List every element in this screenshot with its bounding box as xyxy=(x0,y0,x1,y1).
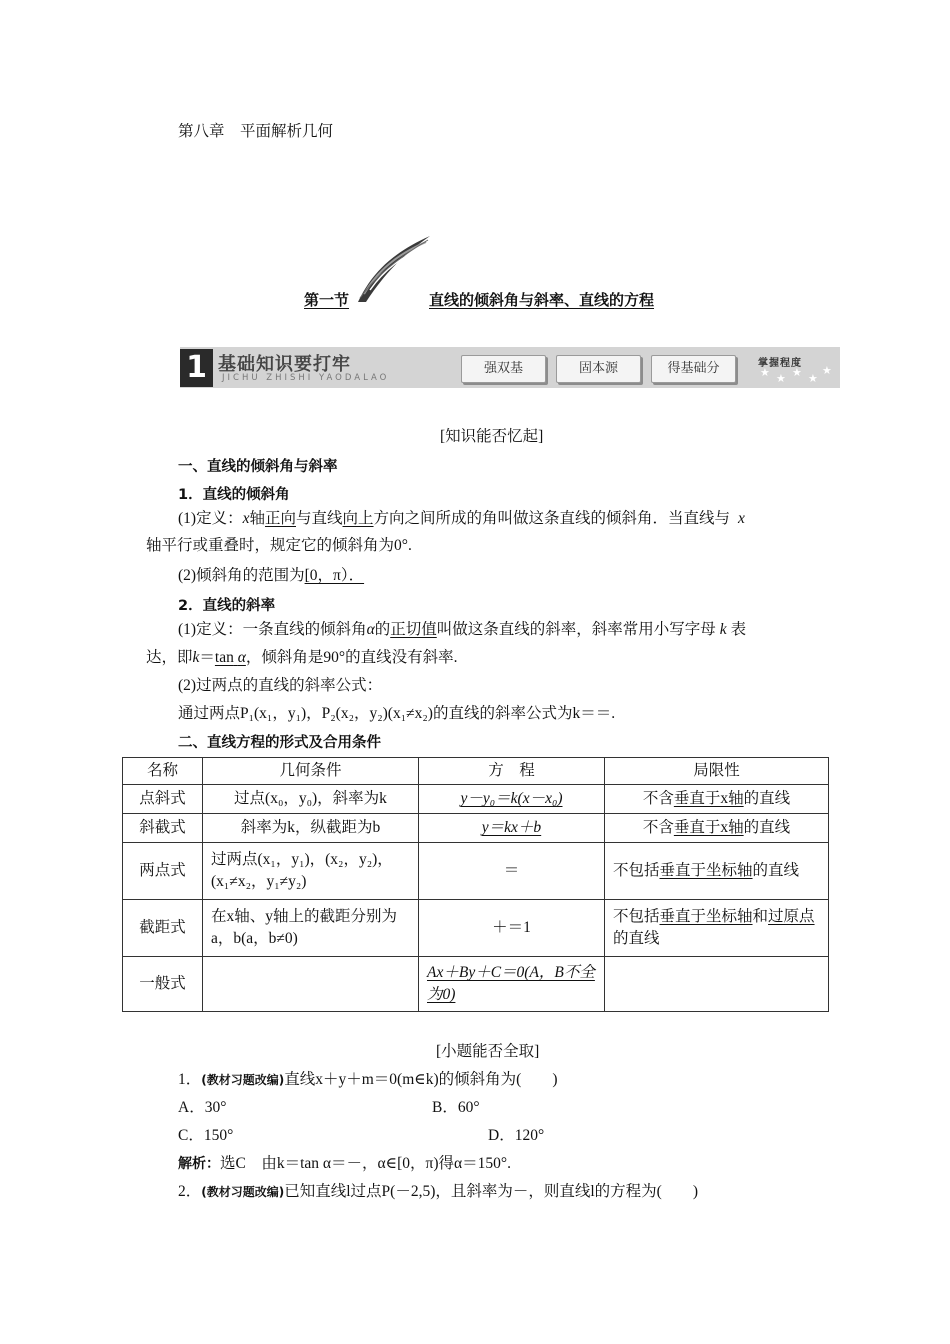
slope-formula: 通过两点P₁(x₁，y₁)，P₂(x₂，y₂)(x₁≠x₂)的直线的斜率公式为k＝＝. xyxy=(178,705,616,722)
option-b: B．60° xyxy=(432,1099,480,1116)
option-a: A．30° xyxy=(178,1099,227,1116)
part2-heading: 二、直线方程的形式及合用条件 xyxy=(178,735,381,751)
form-name: 截距式 xyxy=(123,900,203,957)
question-2: 2．(教材习题改编)已知直线l过点P(－2,5)，且斜率为－，则直线l的方程为( ) xyxy=(178,1183,699,1200)
part1-heading: 一、直线的倾斜角与斜率 xyxy=(178,459,338,475)
column-header: 局限性 xyxy=(605,758,829,785)
answer-1: 解析：选C 由k＝tan α＝－，α∈[0，π)得α＝150°. xyxy=(178,1155,511,1172)
option-d: D．120° xyxy=(488,1127,545,1144)
question-1: 1．(教材习题改编)直线x＋y＋m＝0(m∈k)的倾斜角为( ) xyxy=(178,1071,558,1088)
form-condition xyxy=(203,957,419,1012)
chapter-header: 第八章 平面解析几何 xyxy=(178,123,334,140)
banner-subtitle: JICHU ZHISHI YAODALAO xyxy=(222,373,390,383)
table-row xyxy=(123,814,829,843)
part1-sub2: 2．直线的斜率 xyxy=(178,598,276,614)
swoosh-decoration xyxy=(354,232,432,304)
form-equation: Ax＋By＋C＝0(A，B不全为0) xyxy=(419,957,605,1012)
earn-basic-points-button[interactable]: 得基础分 xyxy=(651,355,736,383)
slope-formula-heading: (2)过两点的直线的斜率公式： xyxy=(178,677,383,694)
column-header: 方 程 xyxy=(419,758,605,785)
form-name: 点斜式 xyxy=(123,785,203,814)
form-limitation: 不包括垂直于坐标轴和过原点的直线 xyxy=(605,900,829,957)
strengthen-basics-button[interactable]: 强双基 xyxy=(461,355,546,383)
form-limitation xyxy=(605,957,829,1012)
slope-definition: (1)定义：一条直线的倾斜角α的正切值叫做这条直线的斜率，斜率常用小写字母 k 表 xyxy=(178,621,747,638)
quiz-heading: [小题能否全取] xyxy=(436,1043,540,1060)
form-name: 斜截式 xyxy=(123,814,203,843)
inclination-definition: (1)定义：x轴正向与直线向上方向之间所成的角叫做这条直线的倾斜角．当直线与 x xyxy=(178,510,745,527)
form-name: 两点式 xyxy=(123,843,203,900)
form-limitation: 不含垂直于x轴的直线 xyxy=(605,814,829,843)
form-condition: 过点(x₀，y₀)，斜率为k xyxy=(203,785,419,814)
star-icon: ★ xyxy=(808,373,818,385)
table-row xyxy=(123,900,829,957)
column-header: 几何条件 xyxy=(203,758,419,785)
column-header: 名称 xyxy=(123,758,203,785)
table-row xyxy=(123,957,829,1012)
star-icon: ★ xyxy=(792,367,802,379)
table-row xyxy=(123,843,829,900)
inclination-range: (2)倾斜角的范围为[0，π）． xyxy=(178,567,365,584)
mastery-label: 掌握程度 xyxy=(758,358,802,369)
form-condition: 过两点(x₁，y₁)，(x₂，y₂)，(x₁≠x₂，y₁≠y₂) xyxy=(203,843,419,900)
form-name: 一般式 xyxy=(123,957,203,1012)
part1-sub1: 1．直线的倾斜角 xyxy=(178,487,290,503)
consolidate-roots-button[interactable]: 固本源 xyxy=(556,355,641,383)
inclination-definition-line2: 轴平行或重叠时，规定它的倾斜角为0°. xyxy=(146,537,412,554)
star-icon: ★ xyxy=(822,365,832,377)
section-title: 直线的倾斜角与斜率、直线的方程 xyxy=(429,291,655,309)
table-row xyxy=(123,785,829,814)
slope-definition-line2: 达，即k＝tan α，倾斜角是90°的直线没有斜率. xyxy=(146,649,458,666)
form-equation: ＝ xyxy=(419,843,605,900)
line-equation-table xyxy=(122,757,829,1012)
form-limitation: 不含垂直于x轴的直线 xyxy=(605,785,829,814)
form-condition: 斜率为k，纵截距为b xyxy=(203,814,419,843)
form-equation: y－y₀＝k(x－x₀) xyxy=(419,785,605,814)
section-number: 第一节 xyxy=(304,291,350,309)
recall-heading: [知识能否忆起] xyxy=(440,428,544,445)
banner-title: 基础知识要打牢 xyxy=(218,354,351,375)
table-header-row xyxy=(123,758,829,785)
form-condition: 在x轴、y轴上的截距分别为a，b(a，b≠0) xyxy=(203,900,419,957)
banner-number: 1 xyxy=(180,349,213,387)
star-icon: ★ xyxy=(760,367,770,379)
option-c: C．150° xyxy=(178,1127,234,1144)
form-equation: ＋＝1 xyxy=(419,900,605,957)
star-icon: ★ xyxy=(776,373,786,385)
form-equation: y＝kx＋b xyxy=(419,814,605,843)
form-limitation: 不包括垂直于坐标轴的直线 xyxy=(605,843,829,900)
